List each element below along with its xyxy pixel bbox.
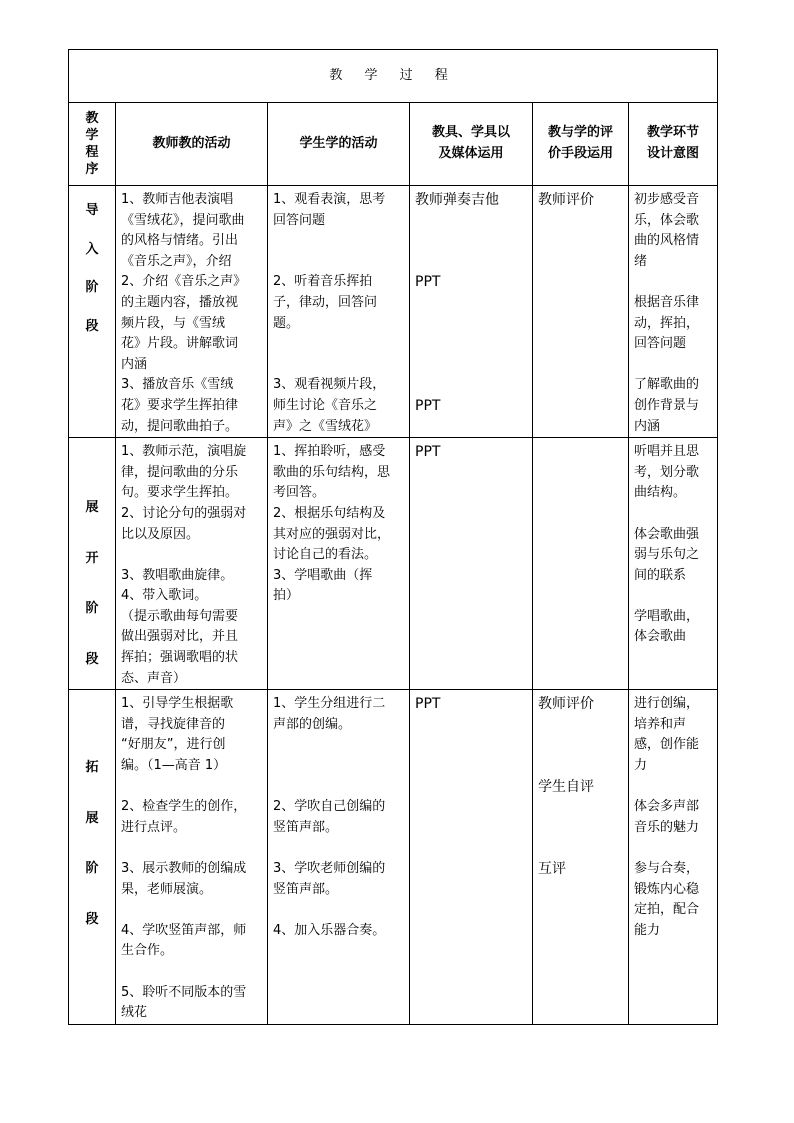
cell-line: [121, 545, 264, 566]
cell-line: 2、听着音乐挥拍: [273, 274, 373, 290]
cell-line: 3、学唱歌曲（挥: [273, 567, 373, 583]
stage-name-char: 入: [85, 241, 99, 257]
cell-line: 参与合奏，: [634, 861, 700, 876]
student-activity-cell: [268, 438, 410, 690]
cell-line: [634, 777, 714, 798]
design-intent-cell: [629, 690, 718, 1025]
cell-line: 3、观看视频片段，: [273, 377, 386, 393]
cell-line: 考回答。: [273, 485, 326, 501]
cell-line: [415, 314, 529, 335]
header-student-activity: 学生学的活动: [268, 103, 410, 186]
cell-line: 3、展示教师的创编成: [121, 861, 247, 876]
stage-name-char: 开: [85, 550, 99, 566]
cell-line: PPT: [415, 274, 441, 291]
cell-line: 乐，体会歌: [634, 212, 700, 228]
cell-line: [415, 334, 529, 355]
cell-line: 1、教师示范，演唱旋: [121, 444, 247, 460]
cell-line: 定拍，配合: [634, 902, 700, 918]
cell-line: 绪: [634, 253, 648, 269]
cell-line: 教师弹奏吉他: [415, 192, 499, 208]
cell-line: 声》之《雪绒花》: [273, 418, 378, 434]
cell-line: 3、学吹老师创编的: [273, 861, 386, 876]
design-intent-cell: [629, 438, 718, 690]
cell-line: [273, 900, 406, 921]
header-line: 教学环节: [647, 125, 700, 141]
cell-line: [538, 756, 625, 777]
cell-line: 3、教唱歌曲旋律。: [121, 567, 234, 583]
teacher-activity-cell: [116, 186, 268, 438]
cell-line: 教师评价: [538, 696, 594, 713]
cell-line: 比以及原因。: [121, 526, 200, 542]
cell-line: 力: [634, 758, 648, 774]
cell-line: 教师评价: [538, 192, 594, 208]
stage-name-char: 段: [85, 651, 99, 667]
cell-line: [273, 838, 406, 859]
cell-line: 音乐的魅力: [634, 819, 700, 835]
stage-name-char: 阶: [85, 861, 99, 877]
stage-name: [69, 186, 115, 337]
stage-name-char: 阶: [85, 280, 99, 296]
cell-line: 创作背景与: [634, 397, 700, 413]
stage-name-char: 段: [85, 318, 99, 334]
header-design-intent: [629, 103, 718, 186]
cell-line: 竖笛声部。: [273, 881, 339, 897]
cell-line: 态、声音）: [121, 670, 187, 686]
cell-line: 《音乐之声》，介绍: [121, 253, 232, 269]
cell-line: [415, 231, 529, 252]
cell-line: 句。要求学生挥拍。: [121, 485, 239, 501]
cell-line: [634, 838, 714, 859]
cell-line: 进行创编，: [634, 696, 700, 712]
cell-line: 歌曲的乐句结构，思: [273, 464, 391, 480]
stage-name-cell: [69, 186, 116, 438]
cell-line: [538, 715, 625, 736]
cell-line: 编。（1—高音 1）: [121, 758, 227, 774]
cell-line: [273, 355, 406, 376]
evaluation-cell: [533, 186, 629, 438]
header-media: [410, 103, 533, 186]
cell-line: 5、聆听不同版本的雪: [121, 984, 247, 1000]
cell-line: [634, 504, 714, 525]
cell-line: 1、教师吉他表演唱: [121, 192, 234, 207]
cell-line: [415, 293, 529, 314]
cell-line: [634, 355, 714, 376]
stage-name-char: 拓: [85, 760, 99, 776]
cell-line: 初步感受音: [634, 192, 700, 207]
cell-line: 2、学吹自己创编的: [273, 799, 386, 815]
cell-line: 学生自评: [538, 778, 594, 795]
header-line: 设计意图: [647, 146, 700, 161]
cell-line: PPT: [415, 397, 441, 414]
stage-name-char: 展: [85, 500, 99, 516]
cell-line: [634, 272, 714, 293]
header-char: 序: [85, 162, 99, 177]
cell-line: 内涵: [121, 356, 148, 372]
cell-line: [634, 586, 714, 607]
stage-name-char: 阶: [85, 601, 99, 617]
cell-line: 声部的创编。: [273, 716, 352, 732]
cell-line: 花》片段。讲解歌词: [121, 336, 239, 352]
cell-line: 的风格与情绪。引出: [121, 233, 239, 249]
cell-line: 2、介绍《音乐之声》: [121, 274, 247, 290]
header-line: 价手段运用: [547, 146, 613, 161]
cell-line: [538, 838, 625, 859]
cell-line: 题。: [273, 315, 300, 331]
cell-line: 动，提问歌曲拍子。: [121, 418, 239, 434]
stage-name-cell: [69, 438, 116, 690]
cell-line: （提示歌曲每句需要: [121, 608, 239, 624]
cell-line: 挥拍；强调歌唱的状: [121, 650, 239, 666]
cell-line: 学唱歌曲，: [634, 608, 700, 624]
cell-line: 1、学生分组进行二: [273, 696, 386, 712]
title-row: [69, 50, 718, 103]
cell-line: 拍）: [273, 588, 300, 604]
cell-line: 竖笛声部。: [273, 819, 339, 835]
cell-line: 体会歌曲: [634, 629, 687, 645]
cell-line: 1、引导学生根据歌: [121, 696, 234, 712]
cell-line: 培养和声: [634, 716, 687, 732]
cell-line: 回答问题: [634, 336, 687, 352]
cell-line: 谱，寻找旋律音的: [121, 716, 226, 732]
cell-line: [273, 231, 406, 252]
table-title: 教 学 过 程: [69, 50, 718, 103]
cell-line: 1、挥拍聆听，感受: [273, 444, 386, 460]
cell-line: 2、根据乐句结构及: [273, 505, 386, 521]
cell-line: [415, 211, 529, 232]
cell-line: 体会歌曲强: [634, 526, 700, 542]
cell-line: [273, 252, 406, 273]
header-row: [69, 103, 718, 186]
header-line: 及媒体运用: [438, 146, 504, 161]
cell-line: [538, 818, 625, 839]
cell-line: 动，挥拍，: [634, 315, 700, 331]
cell-line: [538, 797, 625, 818]
cell-line: [121, 900, 264, 921]
header-char: 程: [85, 145, 99, 160]
cell-line: 2、讨论分句的强弱对: [121, 505, 247, 521]
table-row: [69, 438, 718, 690]
cell-line: 生合作。: [121, 943, 174, 959]
evaluation-cell: [533, 690, 629, 1025]
header-program-chars: [69, 110, 115, 178]
table-row: [69, 186, 718, 438]
cell-line: 弱与乐句之: [634, 547, 700, 563]
design-intent-cell: [629, 186, 718, 438]
cell-line: 曲的风格情: [634, 233, 700, 249]
stage-name: [69, 438, 115, 670]
cell-line: [273, 334, 406, 355]
cell-line: 间的联系: [634, 567, 687, 583]
cell-line: 其对应的强弱对比，: [273, 526, 391, 542]
teaching-process-table: [68, 49, 718, 1025]
cell-line: PPT: [415, 444, 441, 461]
stage-name-char: 导: [85, 203, 99, 218]
cell-line: [121, 838, 264, 859]
stage-name-cell: [69, 690, 116, 1025]
cell-line: 根据音乐律: [634, 294, 700, 310]
cell-line: 听唱并且思: [634, 444, 700, 460]
header-teacher-activity: 教师教的活动: [116, 103, 268, 186]
table-row: [69, 690, 718, 1025]
cell-line: “好朋友”，进行创: [121, 737, 226, 753]
stage-name: [69, 690, 115, 930]
cell-line: 花》要求学生挥拍律: [121, 397, 239, 413]
header-line: 教与学的评: [547, 125, 613, 141]
header-evaluation: [533, 103, 629, 186]
media-cell: [410, 690, 533, 1025]
header-char: 学: [85, 128, 99, 143]
cell-line: 互评: [538, 861, 566, 877]
cell-line: 绒花: [121, 1005, 148, 1021]
cell-line: [538, 735, 625, 756]
cell-line: 4、加入乐器合奏。: [273, 922, 386, 938]
cell-line: 3、播放音乐《雪绒: [121, 377, 234, 393]
student-activity-cell: [268, 186, 410, 438]
cell-line: 进行点评。: [121, 819, 187, 835]
stage-name-char: 段: [85, 912, 99, 928]
cell-line: 讨论自己的看法。: [273, 547, 378, 563]
teacher-activity-cell: [116, 438, 268, 690]
cell-line: 锻炼内心稳: [634, 881, 700, 897]
cell-line: 考，划分歌: [634, 464, 700, 480]
media-cell: [410, 438, 533, 690]
cell-line: 子，律动，回答问: [273, 294, 378, 310]
cell-line: 1、观看表演，思考: [273, 192, 386, 207]
cell-line: [273, 735, 406, 756]
cell-line: 回答问题: [273, 212, 326, 228]
cell-line: [415, 252, 529, 273]
cell-line: 了解歌曲的: [634, 377, 700, 393]
cell-line: [415, 355, 529, 376]
cell-line: [121, 777, 264, 798]
header-char: 教: [85, 111, 99, 126]
cell-line: 4、学吹竖笛声部，师: [121, 922, 247, 938]
evaluation-cell: [533, 438, 629, 690]
cell-line: 能力: [634, 922, 661, 938]
media-cell: [410, 186, 533, 438]
cell-line: 《雪绒花》，提问歌曲: [121, 212, 245, 228]
cell-line: 4、带入歌词。: [121, 588, 208, 604]
cell-line: 内涵: [634, 418, 661, 434]
cell-line: [121, 962, 264, 983]
cell-line: 体会多声部: [634, 799, 700, 815]
cell-line: 师生讨论《音乐之: [273, 397, 378, 413]
header-program: [69, 103, 116, 186]
cell-line: [273, 777, 406, 798]
cell-line: [415, 375, 529, 396]
stage-name-char: 展: [85, 810, 99, 826]
cell-line: 果，老师展演。: [121, 881, 213, 897]
cell-line: PPT: [415, 696, 441, 713]
cell-line: 曲结构。: [634, 485, 687, 501]
cell-line: 做出强弱对比，并且: [121, 629, 239, 645]
cell-line: [273, 756, 406, 777]
cell-line: 2、检查学生的创作，: [121, 799, 247, 815]
cell-line: 的主题内容，播放视: [121, 294, 239, 310]
student-activity-cell: [268, 690, 410, 1025]
cell-line: 律，提问歌曲的分乐: [121, 464, 239, 480]
cell-line: 频片段，与《雪绒: [121, 315, 226, 331]
cell-line: 感，创作能: [634, 737, 700, 753]
teacher-activity-cell: [116, 690, 268, 1025]
header-line: 教具、学具以: [431, 125, 510, 141]
